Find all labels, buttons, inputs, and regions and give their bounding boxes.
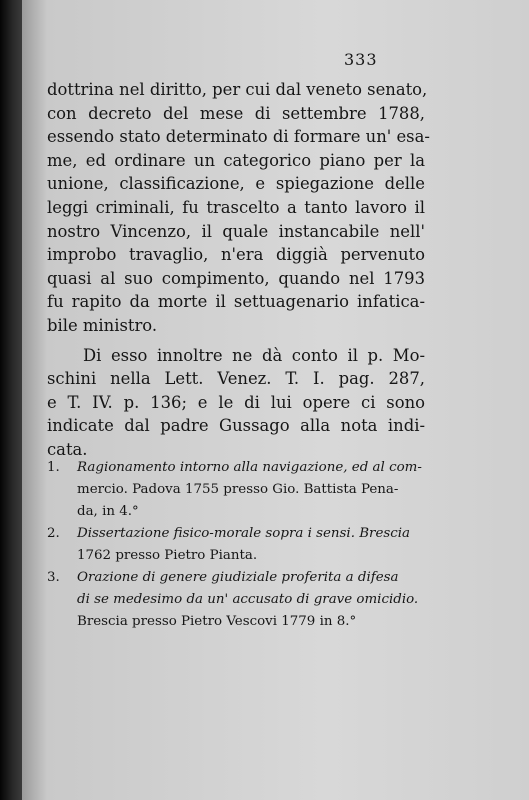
note-item [47, 457, 425, 479]
note-text: mercio. Padova 1755 presso Gio. Battista Pena- [77, 482, 399, 497]
note-number: 2. [47, 526, 60, 541]
note-text: Dissertazione fisico-morale sopra i sensi. Brescia [77, 526, 411, 541]
book-spine-shadow [0, 0, 22, 800]
page-number: 333 [344, 50, 378, 69]
text-line: unione, classificazione, e spiegazione delle [47, 174, 425, 194]
text-line: bile ministro. [47, 315, 158, 335]
note-text: Brescia presso Pietro Vescovi 1779 in 8.° [77, 614, 357, 629]
text-line: me, ed ordinare un categorico piano per la [47, 150, 425, 170]
text-line: con decreto del mese di settembre 1788, [47, 103, 425, 123]
body-text [47, 78, 430, 462]
text-line: improbo travaglio, n'era diggià pervenuto [47, 245, 425, 265]
text-line: quasi al suo compimento, quando nel 1793 [47, 268, 425, 288]
text-line: leggi criminali, fu trascelto a tanto lavoro il [47, 197, 425, 217]
note-item [47, 567, 425, 589]
note-text: da, in 4.° [77, 504, 139, 519]
note-text: Ragionamento intorno alla navigazione, ed al com- [77, 460, 422, 475]
text-line: indicate dal padre Gussago alla nota indi- [47, 416, 425, 436]
note-text: 1762 presso Pietro Pianta. [77, 548, 258, 563]
text-line: essendo stato determinato di formare un' esa- [47, 127, 430, 147]
text-line: dottrina nel diritto, per cui dal veneto senato, [47, 80, 428, 99]
note-item [47, 523, 425, 545]
text-line: nostro Vincenzo, il quale instancabile nell' [47, 221, 425, 241]
book-page [22, 0, 529, 800]
note-number: 3. [47, 570, 60, 585]
bibliography-notes [47, 457, 425, 633]
note-number: 1. [47, 460, 60, 475]
text-line: cata. [47, 439, 88, 459]
text-line: fu rapito da morte il settuagenario infatica- [47, 292, 425, 312]
text-line: e T. IV. p. 136; e le di lui opere ci sono [47, 392, 425, 412]
note-text [47, 589, 425, 611]
text-line: schini nella Lett. Venez. T. I. pag. 287, [47, 369, 425, 389]
note-text-italic: di se medesimo da un' accusato di grave omicidio. [77, 592, 419, 607]
text-line: Di esso innoltre ne dà conto il p. Mo- [83, 345, 425, 365]
note-text: Orazione di genere giudiziale proferita a difesa [77, 570, 399, 585]
